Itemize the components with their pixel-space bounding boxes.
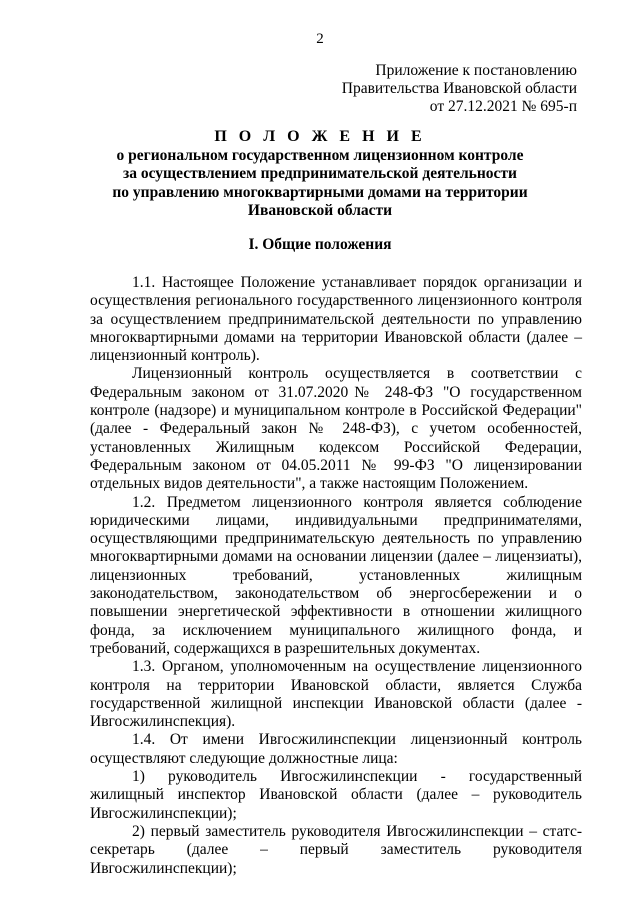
paragraph: 1.4. От имени Ивгосжилинспекции лицензионный контроль осуществляют следующие должностные лица: (90, 731, 582, 767)
appendix-line: Приложение к постановлению (375, 62, 577, 79)
page-number: 2 (316, 31, 324, 47)
paragraph: Лицензионный контроль осуществляется в соответствии с Федеральным законом от 31.07.2020№ 248-ФЗ "О государственном контроле (надзоре) и муниципальном контроле в Российской Федерации" (далее - Федеральный закон № 248-ФЗ), с учетом особенностей, установленных Жилищным кодексом Российской Федерации, Федеральным законом от 04.05.2011 № 99-ФЗ "О лицензировании отдельных видов деятельности", а также настоящим Положением. (90, 365, 582, 493)
appendix-note (342, 62, 577, 116)
title-heading: П О Л О Ж Е Н И Е (214, 128, 426, 145)
title-line: по управлению многоквартирными домами на территории (112, 183, 528, 201)
document-title (0, 128, 640, 221)
appendix-line: Правительства Ивановской области (341, 80, 577, 97)
paragraph: 1.3. Органом, уполномоченным на осуществление лицензионного контроля на территории Ивановской области, является Служба государственной жилищной инспекции Ивановской области (далее - Ивгосжилинспекция). (90, 658, 582, 731)
document-body (90, 274, 582, 878)
paragraph: 1) руководитель Ивгосжилинспекции - государственный жилищный инспектор Ивановской области (далее – руководитель Ивгосжилинспекции); (90, 768, 582, 822)
paragraph: 1.1. Настоящее Положение устанавливает порядок организации и осуществления регионального государственного лицензионного контроля за осуществлением предпринимательской деятельности по управлению многоквартирными домами на территории Ивановской области (далее – лицензионный контроль). (90, 274, 582, 365)
section-heading: I. Общие положения (248, 236, 392, 253)
paragraph: 2) первый заместитель руководителя Ивгосжилинспекции – статс-секретарь (далее – первый заместитель руководителя Ивгосжилинспекции); (90, 822, 582, 877)
paragraph: 1.2. Предметом лицензионного контроля является соблюдение юридическими лицами, индивидуальными предпринимателями, осуществляющими предпринимательскую деятельность по управлению многоквартирными домами на основании лицензии (далее – лицензиаты), лицензионных требований, установленных жилищным законодательством, законодательством об энергосбережении и о повышении энергетической эффективности в отношении жилищного фонда, за исключением муниципального жилищного фонда, и требований, содержащихся в разрешительных документах. (90, 493, 582, 657)
title-line: Ивановской области (247, 202, 393, 219)
appendix-line: от 27.12.2021 № 695-п (429, 98, 577, 115)
title-line: о региональном государственном лицензионном контроле (116, 146, 524, 164)
title-line: за осуществлением предпринимательской деятельности (123, 165, 517, 182)
